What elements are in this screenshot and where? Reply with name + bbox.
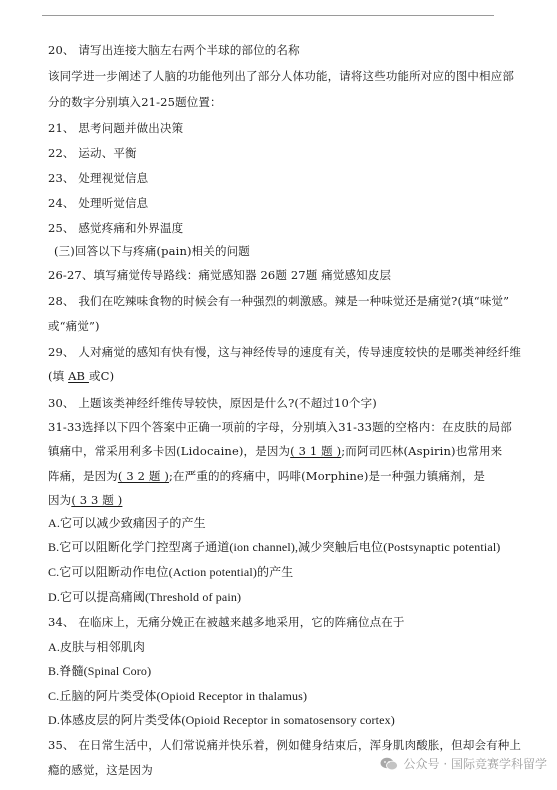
- question-28-line-2: 或“痛觉”): [48, 319, 100, 333]
- question-29-line-1: 29、 人对痛觉的感知有快有慢，这与神经传导的速度有关，传导速度较快的是哪类神经纤维: [48, 345, 522, 359]
- q34-option-a: A.皮肤与相邻肌肉: [48, 640, 146, 654]
- watermark: [380, 755, 547, 772]
- q29-suffix: 或C): [88, 369, 115, 383]
- question-25: 25、 感觉疼痛和外界温度: [48, 221, 184, 235]
- question-29-line-2: [48, 368, 114, 384]
- question-23: 23、 处理视觉信息: [48, 171, 149, 185]
- question-31-33-line-4: [48, 492, 122, 508]
- question-24: 24、 处理听觉信息: [48, 196, 149, 210]
- q33-text-pre: 因为: [48, 493, 72, 507]
- q34-option-c: C.丘脑的阿片类受体(Opioid Receptor in thalamus): [48, 689, 308, 703]
- q31-text-pre: 镇痛中，常采用利多卡因(Lidocaine)，是因为: [48, 444, 291, 458]
- watermark-text: 公众号 · 国际竞赛学科留学: [403, 757, 547, 771]
- question-31-33-line-3: [48, 468, 485, 484]
- option-d: D.它可以提高痛阈(Threshold of pain): [48, 590, 242, 604]
- wechat-icon: [380, 757, 398, 771]
- q33-blank: ( 3 3 题 ): [71, 493, 123, 507]
- option-a: A.它可以减少致痛因子的产生: [48, 516, 206, 530]
- question-31-33-line-2: [48, 443, 502, 459]
- question-34: 34、 在临床上，无痛分娩正在被越来越多地采用，它的阵痛位点在于: [48, 615, 405, 629]
- q31-blank: ( 3 1 题 ): [290, 444, 342, 458]
- question-28-line-1: 28、 我们在吃辣味食物的时候会有一种强烈的刺激感。辣是一种味觉还是痛觉?(填“味觉”: [48, 294, 510, 308]
- intro-line-1: 该同学进一步阐述了人脑的功能他列出了部分人体功能，请将这些功能所对应的图中相应部: [48, 69, 514, 83]
- q34-option-d: D.体感皮层的阿片类受体(Opioid Receptor in somatosensory cortex): [48, 713, 395, 727]
- question-26-27: 26-27、填写痛觉传导路线：痛觉感知器 26题 27题 痛觉感知皮层: [48, 268, 392, 282]
- option-c: C.它可以阻断动作电位(Action potential)的产生: [48, 565, 294, 579]
- question-35-line-2: 瘾的感觉，这是因为: [48, 763, 153, 777]
- question-35-line-1: 35、 在日常生活中，人们常说痛并快乐着，例如健身结束后，浑身肌肉酸胀，但却会有种上: [48, 738, 522, 752]
- question-21: 21、 思考问题并做出决策: [48, 121, 184, 135]
- q32-blank: ( 3 2 题 ): [117, 469, 169, 483]
- q34-option-b: B.脊髓(Spinal Coro): [48, 664, 152, 678]
- section-3-heading: (三)回答以下与疼痛(pain)相关的问题: [54, 244, 250, 258]
- q29-prefix: (填: [48, 369, 69, 383]
- q32-text-post: ;在严重的的疼痛中，吗啡(Morphine)是一种强力镇痛剂，是: [169, 469, 485, 483]
- top-rule: [42, 15, 494, 16]
- q32-text-pre: 阵痛，是因为: [48, 469, 118, 483]
- intro-line-2: 分的数字分别填入21-25题位置：: [48, 95, 222, 109]
- question-31-33-line-1: 31-33选择以下四个答案中正确一项前的字母，分别填入31-33题的空格内：在皮肤的局部: [48, 420, 512, 434]
- question-22: 22、 运动、平衡: [48, 146, 137, 160]
- option-b: B.它可以阻断化学门控型离子通道(ion channel),减少突触后电位(Postsynaptic potential): [48, 540, 501, 554]
- question-20: 20、 请写出连接大脑左右两个半球的部位的名称: [48, 43, 300, 57]
- q29-answer-blank: AB: [68, 369, 89, 383]
- q31-text-post: ;而阿司匹林(Aspirin)也常用来: [341, 444, 503, 458]
- question-30: 30、 上题该类神经纤维传导较快，原因是什么?(不超过10个字): [48, 396, 377, 410]
